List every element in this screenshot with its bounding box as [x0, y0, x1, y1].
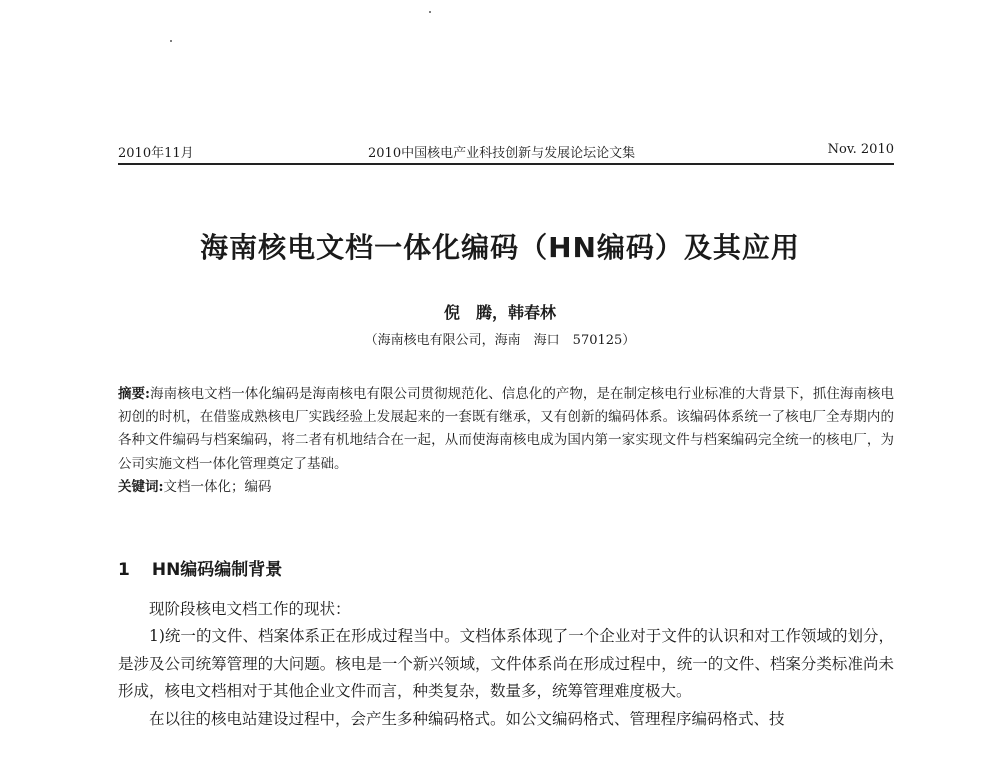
body-paragraph: 1)统一的文件、档案体系正在形成过程当中。文档体系体现了一个企业对于文件的认识和对工作领域的划分，是涉及公司统筹管理的大问题。核电是一个新兴领域，文件体系尚在形成过程中，统一的文件、档案分类标准尚未形成，核电文档相对于其他企业文件而言，种类复杂，数量多，统筹管理难度极大。 — [118, 627, 894, 701]
keywords-text: 文档一体化；编码 — [163, 479, 272, 495]
section-number: 1 — [118, 560, 130, 580]
section-heading — [118, 555, 282, 580]
header-date-left: 2010年11月 — [118, 146, 194, 161]
running-header — [118, 142, 894, 162]
scan-speck — [170, 40, 172, 42]
paper-affiliation: （海南核电有限公司，海南 海口 570125） — [364, 333, 636, 348]
header-rule — [118, 163, 894, 165]
section-body — [118, 596, 894, 733]
keywords-label: 关键词: — [118, 479, 164, 495]
abstract-label: 摘要: — [118, 386, 151, 402]
header-proceedings-title: 2010中国核电产业科技创新与发展论坛论文集 — [368, 146, 636, 161]
paper-title: 海南核电文档一体化编码（HN编码）及其应用 — [200, 231, 800, 264]
keywords — [118, 476, 894, 499]
scan-speck — [429, 11, 431, 13]
body-paragraph: 现阶段核电文档工作的现状： — [149, 600, 351, 618]
paper-authors: 倪 腾，韩春林 — [443, 303, 556, 322]
body-paragraph: 在以往的核电站建设过程中，会产生多种编码格式。如公文编码格式、管理程序编码格式、技 — [149, 709, 785, 728]
section-title: HN编码编制背景 — [151, 560, 283, 580]
header-date-right: Nov. 2010 — [827, 142, 894, 157]
abstract-text: 海南核电文档一体化编码是海南核电有限公司贯彻规范化、信息化的产物，是在制定核电行业标准的大背景下，抓住海南核电初创的时机，在借鉴成熟核电厂实践经验上发展起来的一套既有继承，又有创新的编码体系。该编码体系统一了核电厂全寿期内的各种文件编码与档案编码，将二者有机地结合在一起，从而使海南核电成为国内第一家实现文件与档案编码完全统一的核电厂，为公司实施文档一体化管理奠定了基础。 — [118, 386, 895, 472]
abstract — [118, 383, 894, 476]
